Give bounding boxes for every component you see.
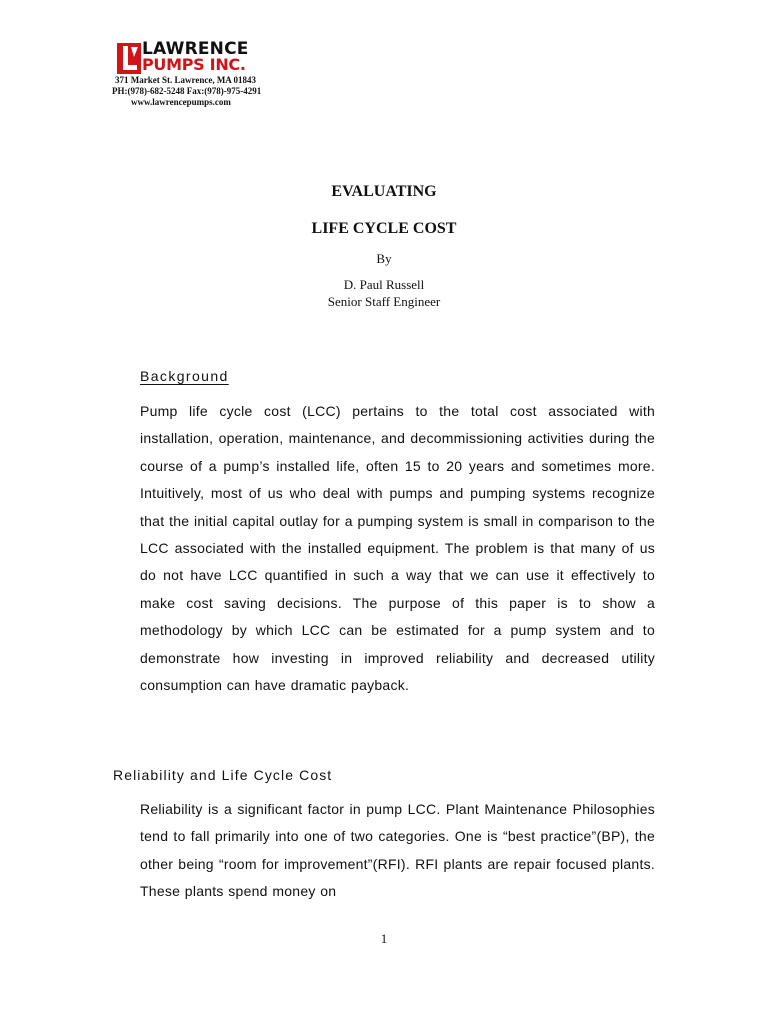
- logo-text-lawrence: LAWRENCE: [142, 39, 249, 59]
- company-phone-fax: PH:(978)-682-5248 Fax:(978)-975-4291: [112, 86, 262, 96]
- logo-l-icon: [117, 43, 141, 74]
- paragraph-reliability: Reliability is a significant factor in pump LCC. Plant Maintenance Philosophies tend to fall primarily into one of two categories. One is “best practice”(BP), the other being “room for improvement”(RFI). RFI plants are repair focused plants. These plants spend money on: [140, 801, 655, 900]
- company-website: www.lawrencepumps.com: [131, 97, 231, 107]
- byline: By: [376, 251, 392, 266]
- company-address: 371 Market St. Lawrence, MA 01843: [115, 75, 257, 85]
- company-logo: [112, 40, 280, 74]
- title-line-2: LIFE CYCLE COST: [311, 220, 457, 237]
- logo-text-pumps: PUMPS INC.: [142, 55, 246, 74]
- section-heading-background: Background: [140, 368, 229, 384]
- author-name: D. Paul Russell: [343, 277, 425, 292]
- letterhead: [112, 40, 287, 108]
- title-line-1: EVALUATING: [331, 183, 437, 200]
- author-title: Senior Staff Engineer: [327, 294, 441, 309]
- section-heading-reliability: Reliability and Life Cycle Cost: [113, 767, 333, 783]
- page-number: 1: [380, 931, 388, 946]
- company-address-block: [112, 75, 287, 108]
- paragraph-background: Pump life cycle cost (LCC) pertains to the total cost associated with installation, operation, maintenance, and decommissioning activities during the course of a pump’s installed life, often 15 to 20 years and sometimes more. Intuitively, most of us who deal with pumps and pumping systems recognize that the initial capital outlay for a pumping system is small in comparison to the LCC associated with the installed equipment. The problem is that many of us do not have LCC quantified in such a way that we can use it effectively to make cost saving decisions. The purpose of this paper is to show a methodology by which LCC can be estimated for a pump system and to demonstrate how investing in improved reliability and decreased utility consumption can have dramatic payback.: [140, 403, 655, 694]
